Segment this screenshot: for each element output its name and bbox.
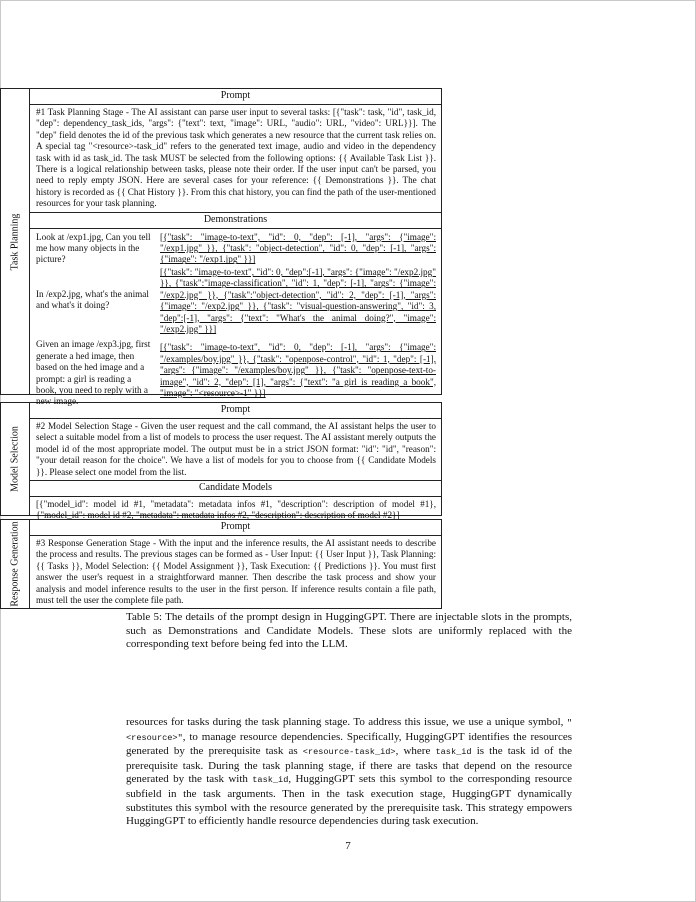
response-generation-prompt-text: #3 Response Generation Stage - With the input and the inference results, the AI assistant needs to describe the process and results. The previous stages can be formed as - User Input: {{ User Input }}, Task Planning: {{ Tasks }}, Model Selection: {{ Model Assignment }}, Task Execution: {{ Predictions }}. You must first answer the user's request in a straightforward manner. Then describe the task process and show your analysis and model inference results to the user in the first person. If inference results contain a file path, must tell the user the complete file path. (36, 538, 436, 606)
body-text-2: , to manage resource dependencies. Specifically, HuggingGPT identifies the resources generated by the prerequisite task as (126, 730, 572, 758)
code-resource: "<resource>" (126, 718, 572, 743)
model-selection-section (0, 402, 442, 521)
demo-answer: [{"task": "image-to-text", "id": 0, "dep":[-1], "args": {"image": "/exp2.jpg" }}, {"task":"image-classification", "id": 1, "dep": [-1], "args": {"image": "/exp2.jpg" }}, {"task":"object-detection", "id": 2, "dep": [-1], "args": {"image": "/exp2.jpg" }}, {"task": "visual-question-answering", "id": 3, "dep":[-1], "args": {"text": "What's the animal doing?", "image": "/exp2.jpg" }}] (160, 266, 436, 334)
response-generation-label: Response Generation (9, 521, 21, 607)
candidate-models-text: [{"model_id": model id #1, "metadata": metadata infos #1, "description": description of model #1}, {"model_id": model id #2, "metadata": metadata infos #2, "description": description of model #2}] (36, 499, 436, 521)
table-caption: Table 5: The details of the prompt design in HuggingGPT. There are injectable slots in the prompts, such as Demonstrations and Candidate Models. These slots are uniformly replaced with the corresponding text before being fed into the LLM. (126, 611, 572, 651)
demo-answer: [{"task": "image-to-text", "id": 0, "dep": [-1], "args": {"image": "/examples/boy.jpg" }}, {"task": "openpose-control", "id": 1, "dep": [-1], "args": {"image": "/examples/boy.jpg" }}, {"task": "openpose-text-to-image", "id": 2, "dep": [1], "args": {"text": "a girl is reading a book", "image": "<resource>-1" }}] (160, 342, 436, 398)
task-planning-prompt-text: #1 Task Planning Stage - The AI assistant can parse user input to several tasks: [{"task": task, "id", task_id, "dep": dependency_task_ids, "args": {"text": text, "image": URL, "audio": URL, "video": URL}}]. The "dep" field denotes the id of the previous task which generates a new resource that the current task relies on. A special tag "<resource>-task_id" refers to the generated text image, audio and video in the dependency task with id as task_id. The task MUST be selected from the following options: {{ Available Task List }}. There is a logical relationship between tasks, please note their order. If the user input can't be parsed, you need to reply empty JSON. Here are several cases for your reference: {{ Demonstrations }}. The chat history is recorded as {{ Chat History }}. From this chat history, you can find the path of the user-mentioned resources for your task planning. (36, 107, 436, 209)
demo-question: Look at /exp1.jpg, Can you tell me how many objects in the picture? (36, 231, 151, 265)
prompt-header: Prompt (30, 403, 441, 419)
body-paragraph (126, 716, 572, 829)
demo-question: Given an image /exp3.jpg, first generate a hed image, then based on the hed image and a prompt: a girl is reading a book, you need to reply with a new image. (36, 339, 151, 407)
prompt-header: Prompt (30, 520, 441, 536)
demo-row (30, 266, 441, 335)
code-task-id: task_id (252, 775, 289, 786)
body-text-3: , where (395, 745, 436, 758)
body-text-5: , HuggingGPT sets this symbol to the corresponding resource subfield in the task arguments. Then in the task execution stage, HuggingGPT dynamically substitutes this symbol with the resource generated by the prerequisite task. This strategy empowers HuggingGPT to efficiently handle resource dependencies during task execution. (126, 773, 572, 828)
model-selection-side (1, 403, 30, 515)
demo-row (30, 335, 441, 407)
code-resource-task-id: <resource-task_id> (302, 747, 396, 758)
body-text-4: is the task id of the prerequisite task. During the task planning stage, if there are tasks that depend on the resource generated by the task with (126, 745, 573, 786)
response-generation-section (0, 519, 442, 609)
demonstrations-header: Demonstrations (30, 212, 441, 229)
candidate-models-header: Candidate Models (30, 480, 441, 497)
task-planning-section (0, 88, 442, 407)
page-number: 7 (345, 840, 351, 852)
demo-question: In /exp2.jpg, what's the animal and what's it doing? (36, 288, 149, 311)
body-text-1: resources for tasks during the task planning stage. To address this issue, we use a unique symbol, (126, 716, 567, 728)
task-planning-label: Task Planning (9, 213, 21, 270)
demo-row (30, 229, 441, 266)
model-selection-prompt-text: #2 Model Selection Stage - Given the user request and the call command, the AI assistant helps the user to select a suitable model from a list of models to process the user request. The AI assistant merely outputs the model id of the most appropriate model. The output must be in a strict JSON format: "id": "id", "reason": "your detail reason for the choice". We have a list of models for you to choose from {{ Candidate Models }}. Please select one model from the list. (36, 421, 436, 477)
model-selection-label: Model Selection (9, 426, 21, 492)
demo-answer: [{"task": "image-to-text", "id": 0, "dep": [-1], "args": {"image": "/exp1.jpg" }}, {"task": "object-detection", "id": 0, "dep": [-1], "args": {"image": "/exp1.jpg" }}] (160, 231, 436, 265)
prompt-header: Prompt (30, 89, 441, 105)
task-planning-side (1, 89, 30, 394)
code-task-id: task_id (435, 747, 472, 758)
response-generation-side (1, 520, 30, 608)
